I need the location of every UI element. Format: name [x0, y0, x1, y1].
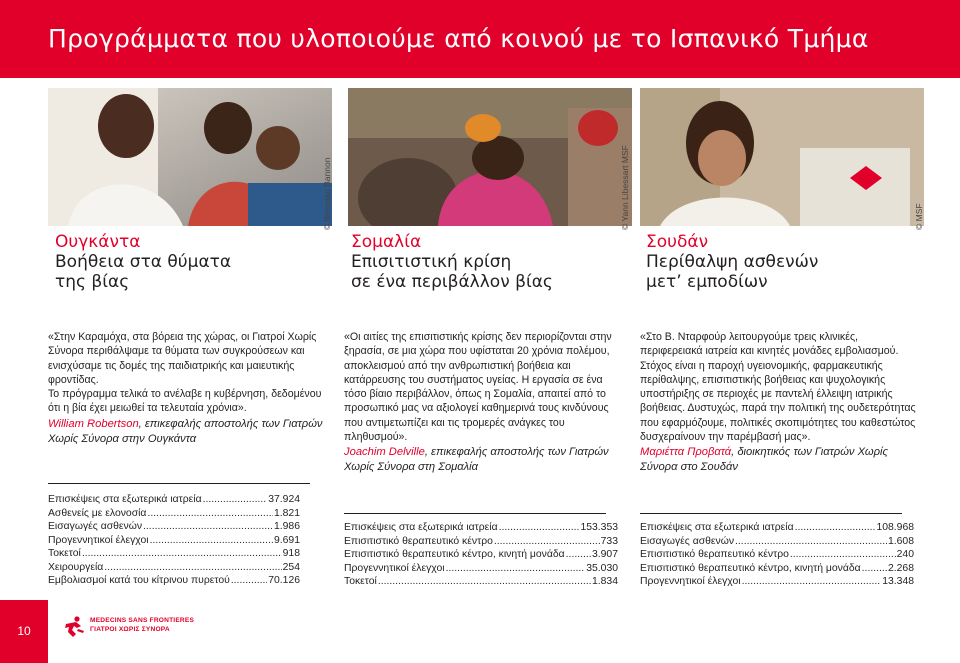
- stat-row: [344, 535, 618, 549]
- stat-row: [344, 575, 618, 589]
- stat-leader: [147, 508, 273, 520]
- stat-label: Προγεννητικοί έλεγχοι: [344, 562, 445, 574]
- attribution: [344, 445, 620, 475]
- stat-value: 13.348: [882, 576, 914, 587]
- region-subtitle-line: της βίας: [55, 272, 130, 292]
- stats-list-sudan: [640, 521, 914, 589]
- attribution: [640, 445, 916, 475]
- stat-label: Επισιτιστικό θεραπευτικό κέντρο, κινητή μονάδα: [640, 562, 861, 574]
- page-number: 10: [17, 624, 31, 638]
- stat-label: Χειρουργεία: [48, 561, 104, 573]
- photo-somalia: [348, 88, 632, 226]
- stat-label: Επισιτιστικό θεραπευτικό κέντρο, κινητή μονάδα: [344, 549, 565, 560]
- body-paragraph: «Οι αιτίες της επισιτιστικής κρίσης δεν περιορίζονται στην ξηρασία, σε μια χώρα που υφίσταται 20 χρόνια πολέμου, αποκλεισμού από την ανθρωπιστική βοήθεια και κατάρρευσης του συστήματος υγείας. Η εργασία σε ένα τόσο βίαιο περιβάλλον, όπως η Σομαλία, απαιτεί από το προσωπικό μας να αξιολογεί καθημερινά τους κινδύνους που αντιμετωπίζει και τις τρομερές ανάγκες του πληθυσμού».: [344, 331, 612, 444]
- page-title: Προγράμματα που υλοποιούμε από κοινού με το Ισπανικό Τμήμα: [48, 24, 869, 53]
- stat-value: 37.924: [268, 494, 300, 505]
- stat-value: 35.030: [586, 562, 618, 574]
- stat-label: Τοκετοί: [48, 548, 81, 559]
- column-uganda: [48, 330, 324, 447]
- stat-row: [640, 548, 914, 562]
- stat-row: [48, 561, 300, 575]
- region-subtitle-line: Επισιτιστική κρίση: [351, 252, 512, 272]
- photo-uganda-image: [48, 88, 332, 226]
- attribution-name: Joachim Delville: [344, 446, 425, 459]
- stat-leader: [566, 550, 591, 562]
- stat-label: Εμβολιασμοί κατά του κίτρινου πυρετού: [48, 575, 230, 586]
- stat-row: [640, 521, 914, 535]
- stat-leader: [446, 563, 586, 575]
- region-heading-somalia: [351, 232, 641, 292]
- stat-label: Ασθενείς με ελονοσία: [48, 507, 147, 519]
- attribution-role: , επικεφαλής αποστολής των Γιατρών Χωρίς Σύνορα στην Ουγκάντα: [48, 417, 323, 445]
- region-heading-uganda: [55, 232, 345, 292]
- column-somalia: [344, 330, 620, 475]
- photo-credit-sudan: © MSF: [914, 203, 924, 230]
- photo-credit-somalia: © Yann Libessart MSF: [620, 145, 630, 230]
- photo-sudan-image: [640, 88, 924, 226]
- stat-leader: [494, 536, 600, 548]
- column-sudan: [640, 330, 916, 475]
- stat-row: [344, 548, 618, 562]
- attribution-name: William Robertson: [48, 417, 139, 430]
- stat-leader: [735, 536, 887, 548]
- stat-value: 918: [282, 548, 300, 559]
- stat-value: 1.608: [887, 535, 914, 547]
- region-subtitle-line: μετ’ εμποδίων: [646, 272, 768, 292]
- stat-value: 2.268: [887, 562, 914, 574]
- stat-value: 70.126: [268, 575, 300, 586]
- attribution-name: Μαριέττα Προβατά: [640, 446, 732, 459]
- stat-label: Επισιτιστικό θεραπευτικό κέντρο: [640, 549, 789, 560]
- region-subtitle-line: Περίθαλψη ασθενών: [646, 252, 819, 272]
- stat-value: 9.691: [273, 534, 300, 546]
- stats-divider: [344, 513, 606, 514]
- stat-leader: [790, 550, 896, 562]
- stat-leader: [203, 495, 268, 507]
- photo-uganda: [48, 88, 332, 226]
- attribution-role: , επικεφαλής αποστολής των Γιατρών Χωρίς Σύνορα στη Σομαλία: [344, 446, 609, 474]
- stat-row: [48, 547, 300, 561]
- stat-leader: [862, 563, 887, 575]
- stat-label: Τοκετοί: [344, 576, 377, 587]
- stat-value: 1.821: [273, 507, 300, 519]
- stat-value: 1.834: [591, 576, 618, 587]
- stats-list-uganda: [48, 493, 300, 588]
- stat-row: [48, 520, 300, 534]
- stat-value: 153.353: [580, 522, 618, 533]
- stat-value: 108.968: [876, 522, 914, 533]
- stat-leader: [143, 522, 273, 534]
- stat-value: 3.907: [591, 549, 618, 560]
- stat-leader: [378, 577, 591, 589]
- stat-label: Επισκέψεις στα εξωτερικά ιατρεία: [48, 494, 202, 505]
- body-paragraph: Το πρόγραμμα τελικά το ανέλαβε η κυβέρνηση, δεδομένου ότι η βία έχει μειωθεί τα τελευταία χρόνια».: [48, 388, 322, 415]
- stat-label: Επισιτιστικό θεραπευτικό κέντρο: [344, 535, 493, 547]
- logo-text-line1: MEDECINS SANS FRONTIERES: [90, 617, 195, 624]
- stat-row: [48, 574, 300, 588]
- stats-divider: [48, 483, 310, 484]
- msf-running-figure-icon: [62, 616, 86, 638]
- stat-leader: [742, 577, 882, 589]
- stats-list-somalia: [344, 521, 618, 589]
- photo-credit-uganda: © Brendan Bannon: [322, 157, 332, 230]
- stat-leader: [150, 535, 273, 547]
- attribution-role: , διοικητικός των Γιατρών Χωρίς Σύνορα στο Σουδάν: [640, 446, 888, 474]
- stat-row: [640, 535, 914, 549]
- body-paragraph: «Στο Β. Νταρφούρ λειτουργούμε τρεις κλινικές, περιφερειακά ιατρεία και κινητές μονάδες εμβολιασμού. Στόχος είναι η παροχή υγειονομικής, φαρμακευτικής περίθαλψης, επισιτιστικής βοήθειας και ψυχολογικής υποστήριξης σε περιοχές με παντελή έλλειψη ιατρικής βοήθειας. Δυστυχώς, παρά την πολιτική της ουδετερότητας που εφαρμόζουμε, πολιτικές σκοπιμότητες του καθεστώτος δυσχεραίνουν την παρέμβασή μας».: [640, 331, 916, 444]
- body-paragraph: «Στην Καραμόχα, στα βόρεια της χώρας, οι Γιατροί Χωρίς Σύνορα περιθάλψαμε τα θύματα των συγκρούσεων και ενισχύσαμε τις δομές της παιδιατρικής και μαιευτικής φροντίδας.: [48, 331, 317, 386]
- stat-label: Προγεννητικοί έλεγχοι: [640, 576, 741, 587]
- region-country-somalia: Σομαλία: [351, 232, 422, 252]
- stats-divider: [640, 513, 902, 514]
- stat-leader: [499, 523, 580, 535]
- region-country-sudan: Σουδάν: [646, 232, 709, 252]
- logo-text-line2: ΓΙΑΤΡΟΙ ΧΩΡΙΣ ΣΥΝΟΡΑ: [90, 626, 170, 633]
- stat-row: [344, 562, 618, 576]
- stat-row: [344, 521, 618, 535]
- msf-logo: [62, 614, 195, 642]
- stat-label: Προγεννητικοί έλεγχοι: [48, 534, 149, 546]
- stat-row: [48, 507, 300, 521]
- stat-leader: [795, 523, 876, 535]
- stat-value: 240: [896, 549, 914, 560]
- stat-label: Εισαγωγές ασθενών: [48, 521, 143, 532]
- attribution: [48, 417, 324, 447]
- stat-label: Επισκέψεις στα εξωτερικά ιατρεία: [640, 522, 794, 533]
- stat-row: [48, 493, 300, 507]
- photo-sudan: [640, 88, 924, 226]
- stat-value: 733: [600, 535, 618, 547]
- region-heading-sudan: [646, 232, 936, 292]
- region-subtitle-line: σε ένα περιβάλλον βίας: [351, 272, 553, 292]
- photo-somalia-image: [348, 88, 632, 226]
- stat-row: [48, 534, 300, 548]
- stat-row: [640, 575, 914, 589]
- stat-value: 1.986: [273, 521, 300, 532]
- region-country-uganda: Ουγκάντα: [55, 232, 141, 252]
- stat-leader: [231, 576, 267, 588]
- region-subtitle-line: Βοήθεια στα θύματα: [55, 252, 232, 272]
- stat-label: Επισκέψεις στα εξωτερικά ιατρεία: [344, 522, 498, 533]
- stat-row: [640, 562, 914, 576]
- stat-label: Εισαγωγές ασθενών: [640, 535, 735, 547]
- stat-leader: [82, 549, 282, 561]
- stat-leader: [104, 562, 281, 574]
- stat-value: 254: [282, 561, 300, 573]
